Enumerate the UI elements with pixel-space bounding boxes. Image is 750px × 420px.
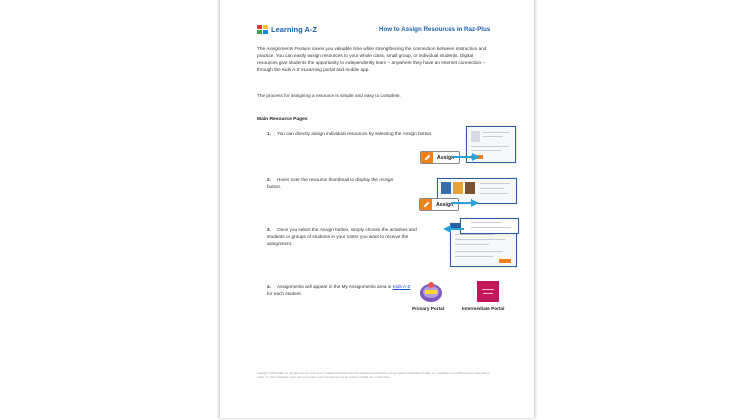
primary-portal-label: Primary Portal [412,306,445,311]
logo-blocks-icon [257,25,268,34]
assign-pencil-icon [420,199,432,210]
book-thumbnail-icon [453,182,463,194]
process-paragraph: The process for assigning a resource is simple and easy to complete. [257,93,401,98]
mini-button-icon [499,259,511,263]
thumbnail-icon [471,131,480,142]
step-text-end: button. [267,184,282,189]
arrow-icon [442,224,466,234]
step-emphasis: Assign [402,131,417,136]
step-number: 2. [267,177,271,182]
logo-text: Learning A-Z [271,25,317,34]
intermediate-portal-label: Intermediate Portal [462,306,505,311]
intermediate-portal-icon [477,281,499,302]
book-thumbnail-icon [441,182,451,194]
step-number: 1. [267,131,271,136]
activity-select-screenshot [460,218,519,234]
step-4 [267,283,417,297]
step-text: You can directly assign individual resources by selecting the [277,131,403,136]
intro-emphasis: Assignments Feature [266,46,311,51]
assign-button-label: Assign [436,201,454,208]
arrow-icon [451,198,481,208]
intro-paragraph [257,46,493,74]
intro-text-start: The [257,46,267,51]
step-text-end: button, simply choose the activities and students or groups of students in your roster you want to receive the assignment. [267,227,417,246]
step-2 [267,176,397,190]
step-emphasis: Assign [319,227,334,232]
primary-portal-icon [419,281,443,303]
step-text-end: button. [416,131,433,136]
step-text: Once you select the [277,227,320,232]
step-text: Assignments will appear in the My Assignments area in [277,284,393,289]
step-emphasis: Assign [379,177,394,182]
learning-az-logo [257,25,317,34]
document-title: How to Assign Resources in Raz-Plus [379,26,491,33]
arrow-icon [452,152,482,162]
kids-az-link[interactable]: Kids A-Z [392,284,411,289]
step-3 [267,226,429,247]
step-text-end: for each student. [267,291,302,296]
book-thumbnail-icon [465,182,475,194]
assign-button-label: Assign [437,154,455,161]
copyright-footer: Copyright © 2025 LAZEL, Inc. All rights reserved. Learning A-Z, Headsprout, Raz-Kids, Raz-Plus, Reading A-Z and Science A-Z are registered trademarks of LAZEL, Inc. Vocabulary A-Z and Writing A-Z are trademarks of LAZEL, Inc. Other trademarks, logos, and service marks used in this document are the property of LAZEL, Inc. or third parties. [257,372,490,379]
step-1 [267,130,467,137]
section-heading: Main Resource Pages [257,117,308,122]
step-number: 4. [267,284,271,289]
step-text: Hover over the resource thumbnail to display the [277,177,380,182]
intro-text-end: saves you valuable time while strengthening the connection between instruction and practice. You can easily assign resources to your whole class, small group, or individual students. Digital resources give students the opportunity to independently learn – anywhere they have an Internet connection – through the Kids A-Z eLearning portal and mobile app. [257,46,487,72]
document-page [219,0,535,418]
step-number: 3. [267,227,271,232]
assign-pencil-icon [421,152,433,163]
